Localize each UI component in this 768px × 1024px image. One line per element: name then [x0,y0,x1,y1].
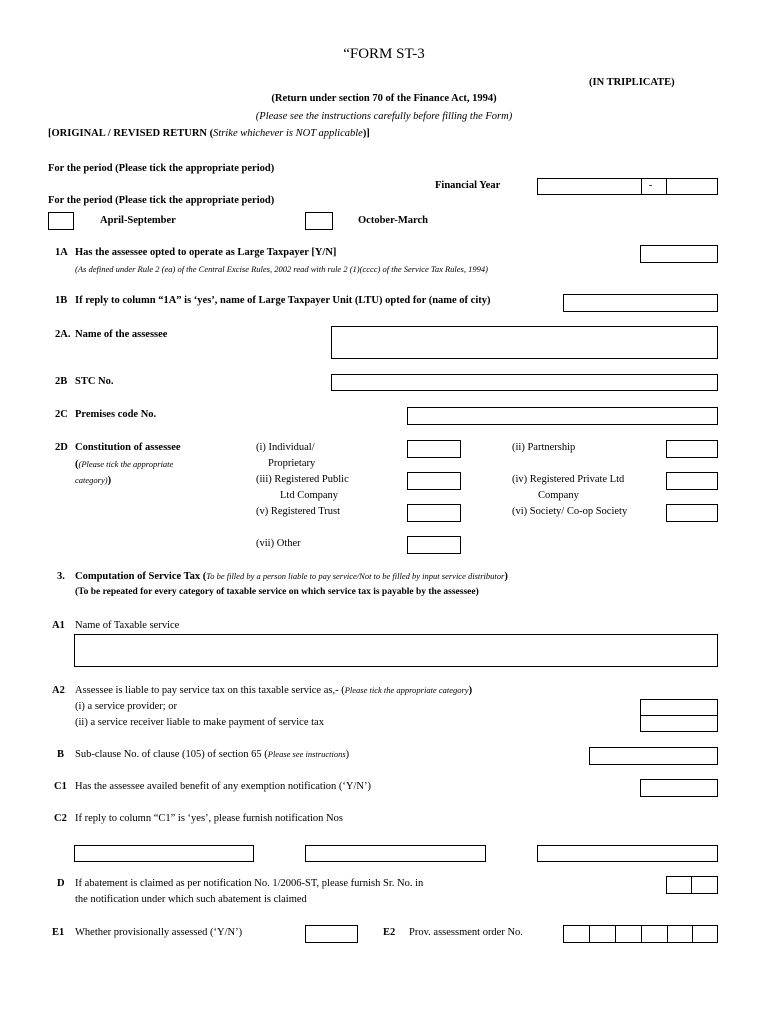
prov-assessment-order-field[interactable] [563,925,718,943]
q2d-text: Constitution of assessee [75,442,181,453]
opt-private-ltd-label-1: (iv) Registered Private Ltd [512,474,625,485]
c1-number: C1 [54,781,67,792]
instructions-note: (Please see the instructions carefully before filling the Form) [255,111,513,122]
a2-option-provider: (i) a service provider; or [75,701,178,712]
notification-no-field-2[interactable] [305,845,486,862]
q2d-number: 2D [55,442,68,453]
notification-no-field-1[interactable] [74,845,254,862]
q3-subtitle: (To be repeated for every category of taxable service on which service tax is payable by the assessee) [75,587,479,597]
stc-number-field[interactable] [331,374,718,391]
return-under-label: (Return under section 70 of the Finance Act, 1994) [271,93,497,104]
exemption-notification-field[interactable] [640,779,718,797]
october-march-label: October-March [358,215,428,226]
provisionally-assessed-field[interactable] [305,925,358,943]
opt-public-ltd-label-2: Ltd Company [280,490,339,501]
q1b-number: 1B [55,295,68,306]
premises-code-field[interactable] [407,407,718,425]
q3-title: Computation of Service Tax (To be filled by a person liable to pay service/Not to be filled by input service distributor) [75,571,508,582]
opt-partnership-label: (ii) Partnership [512,442,576,453]
q1b-text: If reply to column “1A” is ‘yes’, name of Large Taxpayer Unit (LTU) opted for (name of city) [75,295,491,306]
e1-text: Whether provisionally assessed (‘Y/N’) [75,927,243,938]
a2-option-receiver: (ii) a service receiver liable to make payment of service tax [75,717,324,728]
q2a-text: Name of the assessee [75,329,168,340]
q3-number: 3. [57,571,65,582]
individual-checkbox[interactable] [407,440,461,458]
q2b-text: STC No. [75,376,114,387]
opt-public-ltd-label-1: (iii) Registered Public [256,474,349,485]
c2-text: If reply to column “C1” is ‘yes’, please furnish notification Nos [75,813,343,824]
service-receiver-checkbox[interactable] [640,715,718,732]
period-label-2: For the period (Please tick the appropriate period) [48,195,275,206]
e1-number: E1 [52,927,65,938]
trust-checkbox[interactable] [407,504,461,522]
a1-text: Name of Taxable service [75,620,180,631]
ltu-city-field[interactable] [563,294,718,312]
b-text: Sub-clause No. of clause (105) of section 65 (Please see instructions) [75,749,350,760]
financial-year-field[interactable] [537,178,718,195]
notification-no-field-3[interactable] [537,845,718,862]
opt-trust-label: (v) Registered Trust [256,506,340,517]
q1a-number: 1A [55,247,68,258]
a2-text: Assessee is liable to pay service tax on this taxable service as,- (Please tick the appropriate category) [75,685,473,696]
other-checkbox[interactable] [407,536,461,554]
c1-text: Has the assessee availed benefit of any exemption notification (‘Y/N’) [75,781,371,792]
q2d-note-line1: ((Please tick the appropriate [75,459,174,470]
e2-text: Prov. assessment order No. [409,927,523,938]
private-ltd-checkbox[interactable] [666,472,718,490]
sub-clause-field[interactable] [589,747,718,765]
triplicate-label: (IN TRIPLICATE) [589,77,675,88]
q2b-number: 2B [55,376,68,387]
service-provider-checkbox[interactable] [640,699,718,716]
original-revised-return: [ORIGINAL / REVISED RETURN (Strike whichever is NOT applicable)] [48,128,370,139]
assessee-name-field[interactable] [331,326,718,359]
d-number: D [57,878,65,889]
opt-individual-label-2: Proprietary [268,458,316,469]
c2-number: C2 [54,813,67,824]
a1-number: A1 [52,620,65,631]
period-label-1: For the period (Please tick the appropriate period) [48,163,275,174]
october-march-checkbox[interactable] [305,212,333,230]
april-september-label: April-September [100,215,176,226]
taxable-service-field[interactable] [74,634,718,667]
april-september-checkbox[interactable] [48,212,74,230]
large-taxpayer-field[interactable] [640,245,718,263]
abatement-sr-no-field[interactable] [666,876,718,894]
d-text-line2: the notification under which such abatement is claimed [75,894,307,905]
b-number: B [57,749,65,760]
form-title: “FORM ST-3 [343,46,425,62]
d-text-line1: If abatement is claimed as per notification No. 1/2006-ST, please furnish Sr. No. in [75,878,424,889]
a2-number: A2 [52,685,65,696]
financial-year-separator: - [649,180,653,191]
public-ltd-checkbox[interactable] [407,472,461,490]
opt-society-label: (vi) Society/ Co-op Society [512,506,628,517]
q1a-note: (As defined under Rule 2 (ea) of the Central Excise Rules, 2002 read with rule 2 (1)(cccc) of the Service Tax Rules, 1994) [75,264,488,274]
opt-individual-label-1: (i) Individual/ [256,442,315,453]
partnership-checkbox[interactable] [666,440,718,458]
society-checkbox[interactable] [666,504,718,522]
opt-other-label: (vii) Other [256,538,301,549]
q2d-note-line2: category)) [75,475,112,486]
opt-private-ltd-label-2: Company [538,490,579,501]
q1a-text: Has the assessee opted to operate as Large Taxpayer [Y/N] [75,247,337,258]
financial-year-label: Financial Year [435,180,501,191]
q2c-number: 2C [55,409,68,420]
q2c-text: Premises code No. [75,409,157,420]
e2-number: E2 [383,927,396,938]
q2a-number: 2A. [55,329,71,340]
